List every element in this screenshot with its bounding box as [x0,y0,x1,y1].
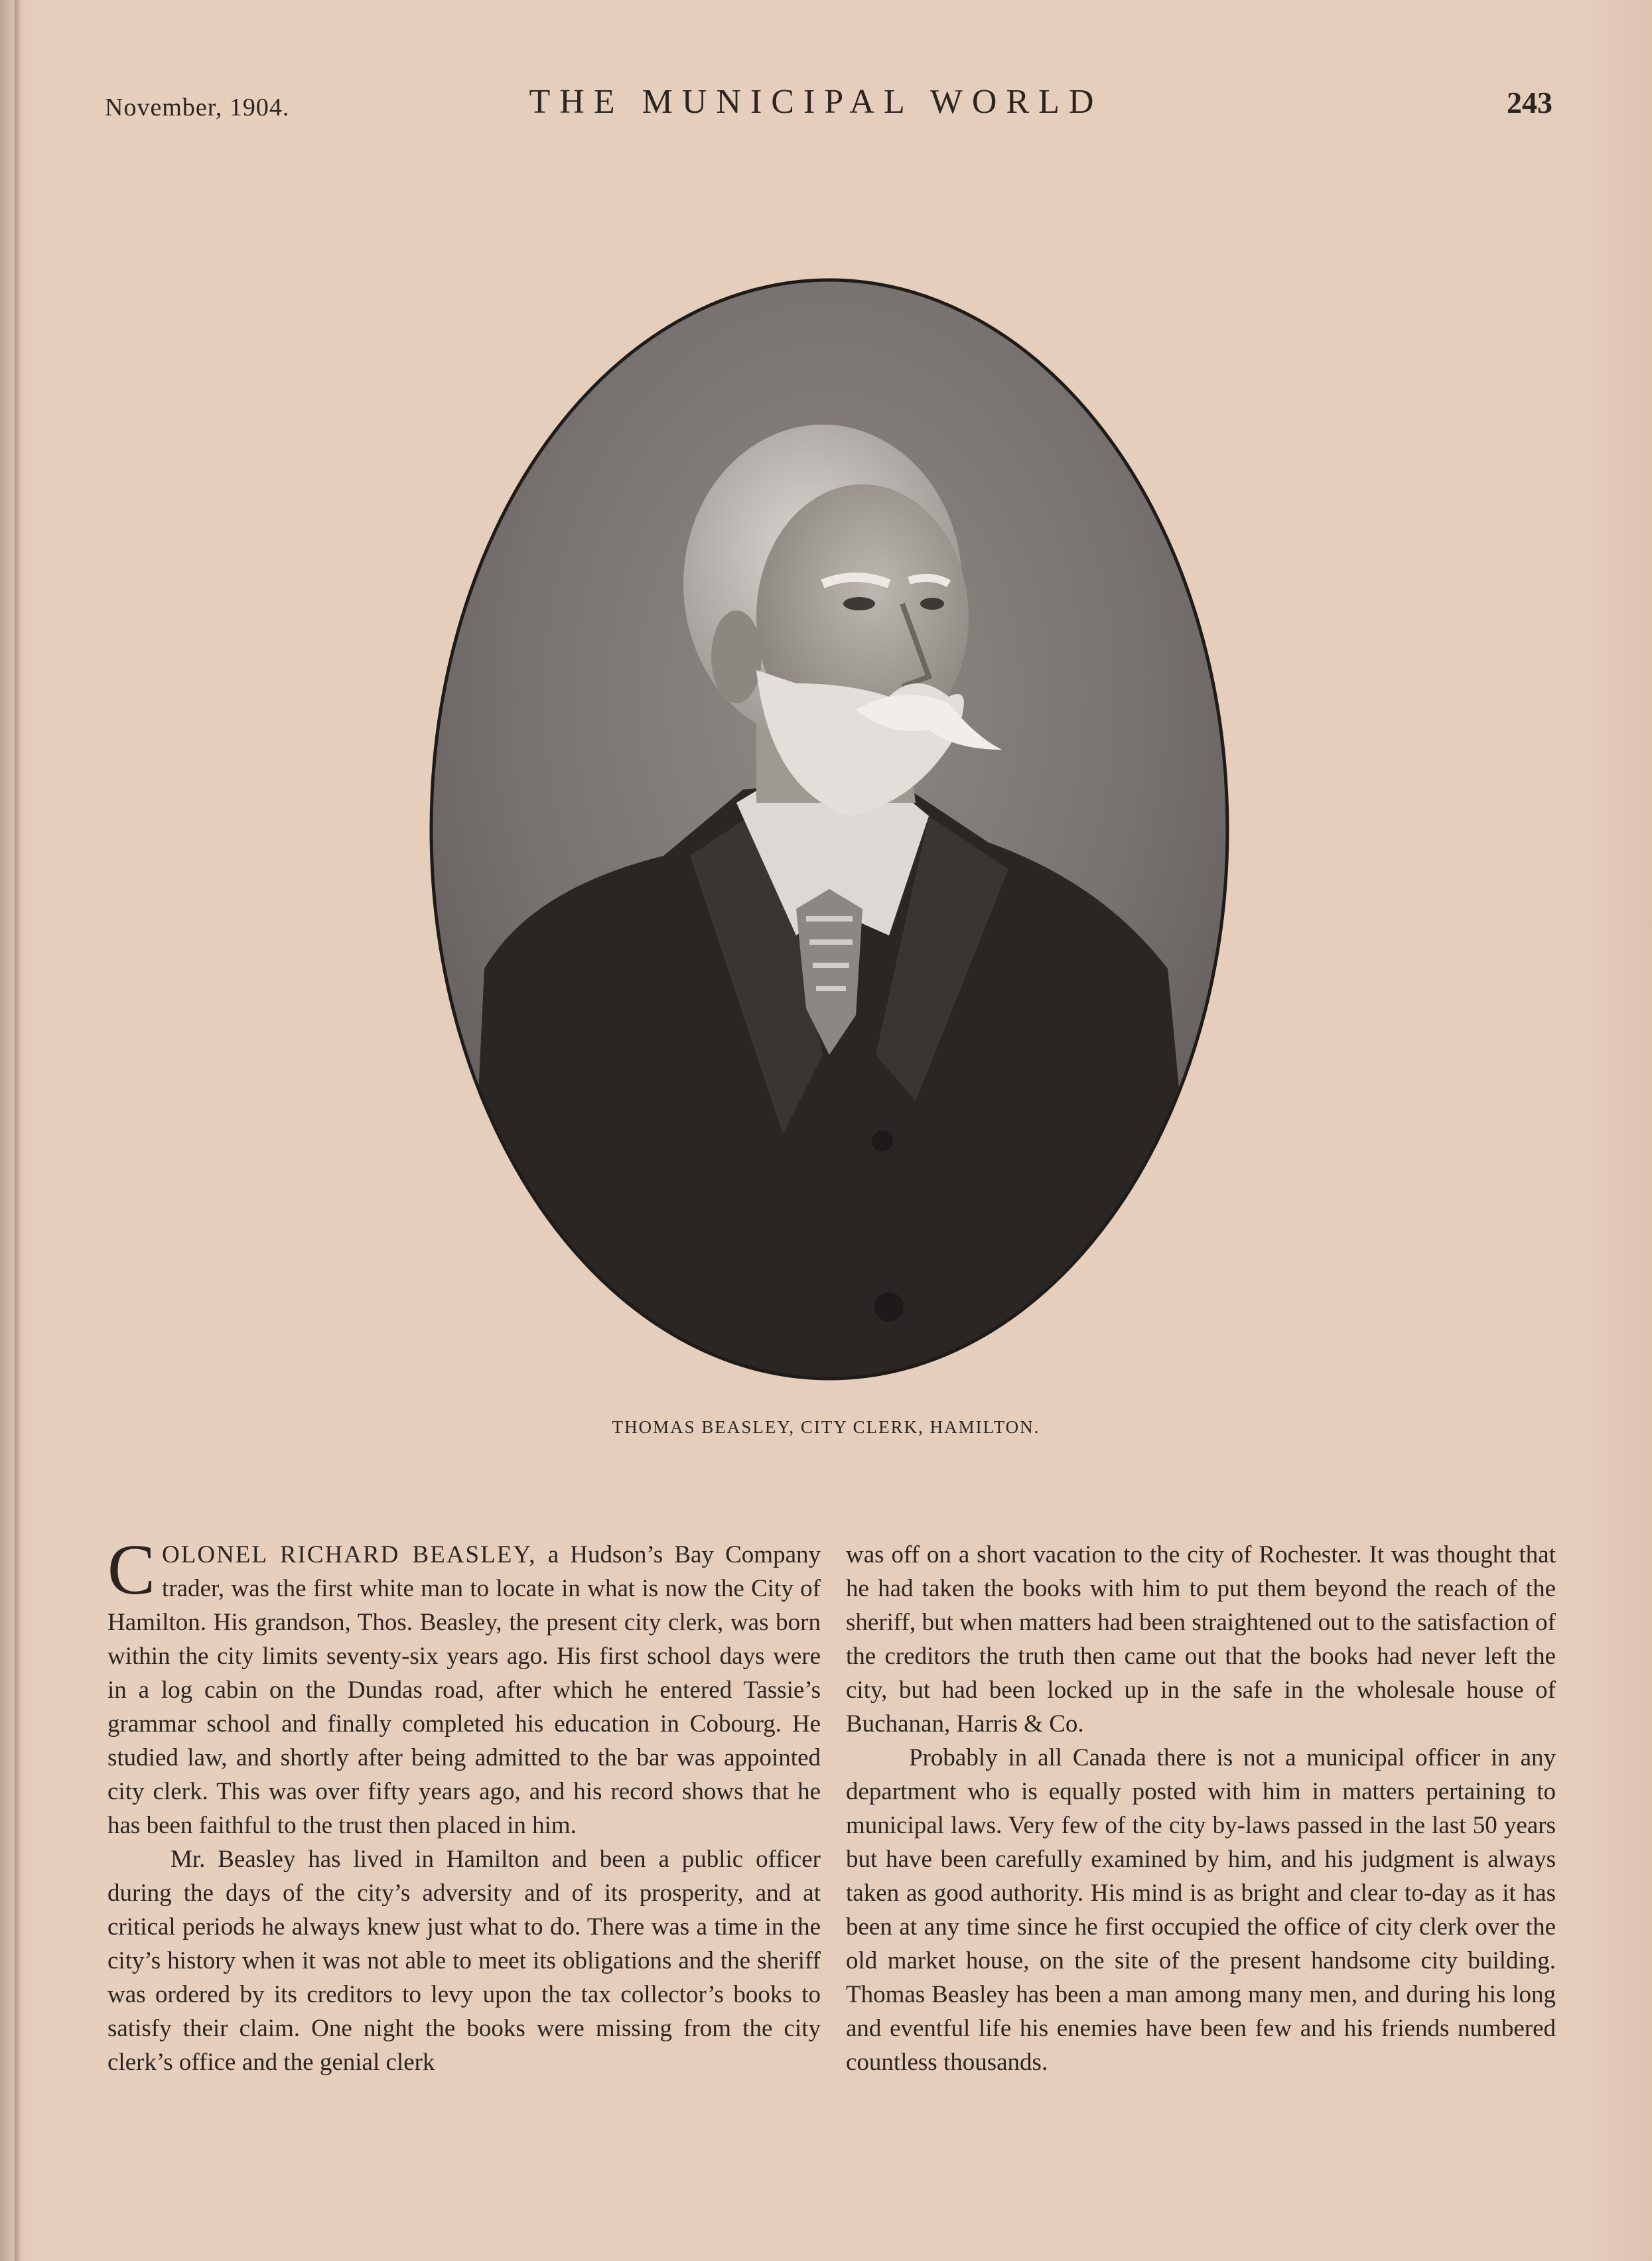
article-column-left [107,1531,821,2079]
page-header [0,78,1652,131]
page-number: 243 [1507,86,1552,119]
page-gutter-shadow [15,0,21,2261]
paragraph-text: a Hudson’s Bay Company trader, was the first white man to locate in what is now the City of Hamilton. His grandson, Thos. Beasley, the present city clerk, was born within the city limits seventy-six years ago. His first school days were in a log cabin on the Dundas road, after which he entered Tassie’s grammar school and finally completed his education in Cobourg. He studied law, and shortly after being admitted to the bar was appointed city clerk. This was over fifty years ago, and his record shows that he has been faithful to the trust then placed in him. [107,1541,821,1839]
drop-cap: C [107,1531,156,1610]
portrait-caption: THOMAS BEASLEY, CITY CLERK, HAMILTON. [612,1417,1040,1437]
article-column-right [846,1538,1556,2079]
article-paragraph: Mr. Beasley has lived in Hamilton and been a public officer during the days of the city’s adversity and of its prosperity, and at critical periods he always knew just what to do. There was a time in the city’s history when it was not able to meet its obligations and the sheriff was ordered by its creditors to levy upon the tax collector’s books to satisfy their claim. One night the books were missing from the city clerk’s office and the genial clerk [107,1846,821,2076]
portrait-photo [425,272,1234,1387]
issue-date: November, 1904. [105,94,290,121]
masthead-title: THE MUNICIPAL WORLD [529,83,1103,121]
article-paragraph: Probably in all Canada there is not a municipal officer in any department who is equally posted with him in matters pertaining to municipal laws. Very few of the city by-laws passed in the last 50 years but have been carefully examined by him, and his judgment is always taken as good authority. His mind is as bright and clear to-day as it has been at any time since he first occupied the office of city clerk over the old market house, on the site of the present handsome city building. Thomas Beasley has been a man among many men, and during his long and eventful life his enemies have been few and his friends numbered countless thousands. [846,1744,1556,2076]
lead-in-caps: OLONEL RICHARD BEASLEY, [162,1541,537,1568]
article-paragraph [107,1531,821,1842]
article-paragraph: was off on a short vacation to the city of Rochester. It was thought that he had taken the books with him to put them beyond the reach of the sheriff, but when matters had been straightened out to the satisfaction of the creditors the truth then came out that the books had never left the city, but had been locked up in the safe in the wholesale house of Buchanan, Harris & Co. [846,1541,1556,1738]
